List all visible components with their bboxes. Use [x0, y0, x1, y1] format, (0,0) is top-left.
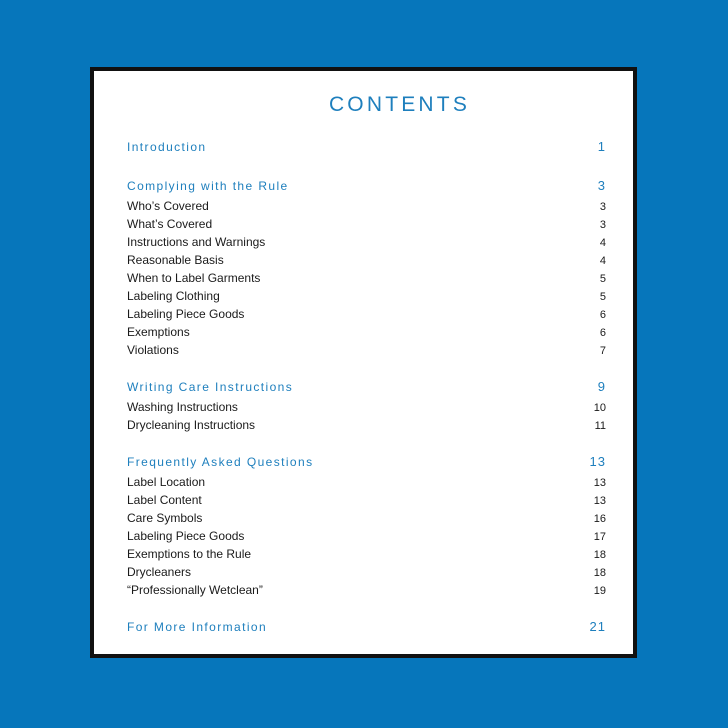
- toc-entry[interactable]: [127, 253, 606, 271]
- toc-entry-label: Label Content: [127, 493, 202, 507]
- toc-entry[interactable]: [127, 529, 606, 547]
- toc-entry-label: Labeling Piece Goods: [127, 307, 245, 321]
- toc-section-writing-care: [127, 379, 606, 436]
- toc-entry-page: 10: [593, 402, 606, 414]
- toc-section-faq: [127, 454, 606, 601]
- toc-entry[interactable]: [127, 289, 606, 307]
- toc-entry[interactable]: [127, 418, 606, 436]
- toc-entry-page: 11: [594, 420, 606, 432]
- toc-entry-page: 19: [593, 585, 606, 597]
- toc-entry-page: 6: [599, 309, 606, 321]
- toc-entry-page: 5: [599, 291, 606, 303]
- contents-page: [90, 67, 637, 658]
- toc-entry-label: Instructions and Warnings: [127, 235, 266, 249]
- toc-heading-label: Complying with the Rule: [127, 179, 289, 193]
- toc-heading[interactable]: [127, 178, 606, 199]
- toc-entry-page: 3: [599, 201, 606, 213]
- toc-entry[interactable]: [127, 307, 606, 325]
- toc-section-complying: [127, 178, 606, 361]
- toc-entry-page: 4: [599, 255, 606, 267]
- toc-entry[interactable]: [127, 565, 606, 583]
- toc-entry-label: What’s Covered: [127, 217, 213, 231]
- table-of-contents: [127, 139, 606, 658]
- toc-entry-page: 7: [599, 345, 606, 357]
- toc-section-more-info: [127, 619, 606, 640]
- toc-entry-page: 3: [599, 219, 606, 231]
- toc-heading-label: For More Information: [127, 620, 268, 634]
- toc-heading[interactable]: [127, 454, 606, 475]
- toc-entry-page: 16: [593, 513, 606, 525]
- toc-entry-label: Washing Instructions: [127, 400, 238, 414]
- toc-entry-page: 18: [593, 549, 606, 561]
- toc-entry[interactable]: [127, 511, 606, 529]
- toc-entry[interactable]: [127, 475, 606, 493]
- toc-heading[interactable]: [127, 619, 606, 640]
- toc-heading[interactable]: [127, 139, 606, 160]
- toc-entry-label: “Professionally Wetclean”: [127, 583, 263, 597]
- toc-entry[interactable]: [127, 199, 606, 217]
- toc-entry-label: Labeling Clothing: [127, 289, 220, 303]
- toc-entry[interactable]: [127, 583, 606, 601]
- toc-heading-page: 9: [597, 379, 606, 394]
- toc-heading-page: 21: [589, 619, 606, 634]
- toc-entry-label: Care Symbols: [127, 511, 203, 525]
- toc-entry[interactable]: [127, 493, 606, 511]
- toc-entry-page: 18: [593, 567, 606, 579]
- toc-heading-page: 13: [589, 454, 606, 469]
- toc-heading-page: 3: [597, 178, 606, 193]
- toc-entry-label: Drycleaners: [127, 565, 192, 579]
- toc-entry-page: 13: [593, 477, 606, 489]
- toc-section-introduction: [127, 139, 606, 160]
- toc-entry-page: 4: [599, 237, 606, 249]
- toc-heading-label: Frequently Asked Questions: [127, 455, 314, 469]
- toc-heading-label: Writing Care Instructions: [127, 380, 294, 394]
- toc-heading[interactable]: [127, 379, 606, 400]
- toc-entry-label: Violations: [127, 343, 179, 357]
- toc-entry[interactable]: [127, 400, 606, 418]
- toc-entry-label: Exemptions: [127, 325, 190, 339]
- toc-entry[interactable]: [127, 271, 606, 289]
- toc-entry-label: Exemptions to the Rule: [127, 547, 252, 561]
- toc-entry[interactable]: [127, 343, 606, 361]
- toc-entry-label: Labeling Piece Goods: [127, 529, 245, 543]
- toc-entry-page: 6: [599, 327, 606, 339]
- toc-entry[interactable]: [127, 325, 606, 343]
- toc-entry-label: Reasonable Basis: [127, 253, 224, 267]
- toc-entry[interactable]: [127, 235, 606, 253]
- toc-entry-page: 17: [593, 531, 606, 543]
- toc-heading-page: 1: [597, 139, 606, 154]
- page-title: CONTENTS: [328, 93, 471, 116]
- toc-heading-label: Introduction: [127, 140, 207, 154]
- toc-entry-label: When to Label Garments: [127, 271, 261, 285]
- toc-entry-page: 5: [599, 273, 606, 285]
- toc-entry-label: Label Location: [127, 475, 206, 489]
- toc-entry[interactable]: [127, 217, 606, 235]
- toc-entry-page: 13: [593, 495, 606, 507]
- toc-entry[interactable]: [127, 547, 606, 565]
- toc-entry-label: Drycleaning Instructions: [127, 418, 256, 432]
- toc-entry-label: Who’s Covered: [127, 199, 209, 213]
